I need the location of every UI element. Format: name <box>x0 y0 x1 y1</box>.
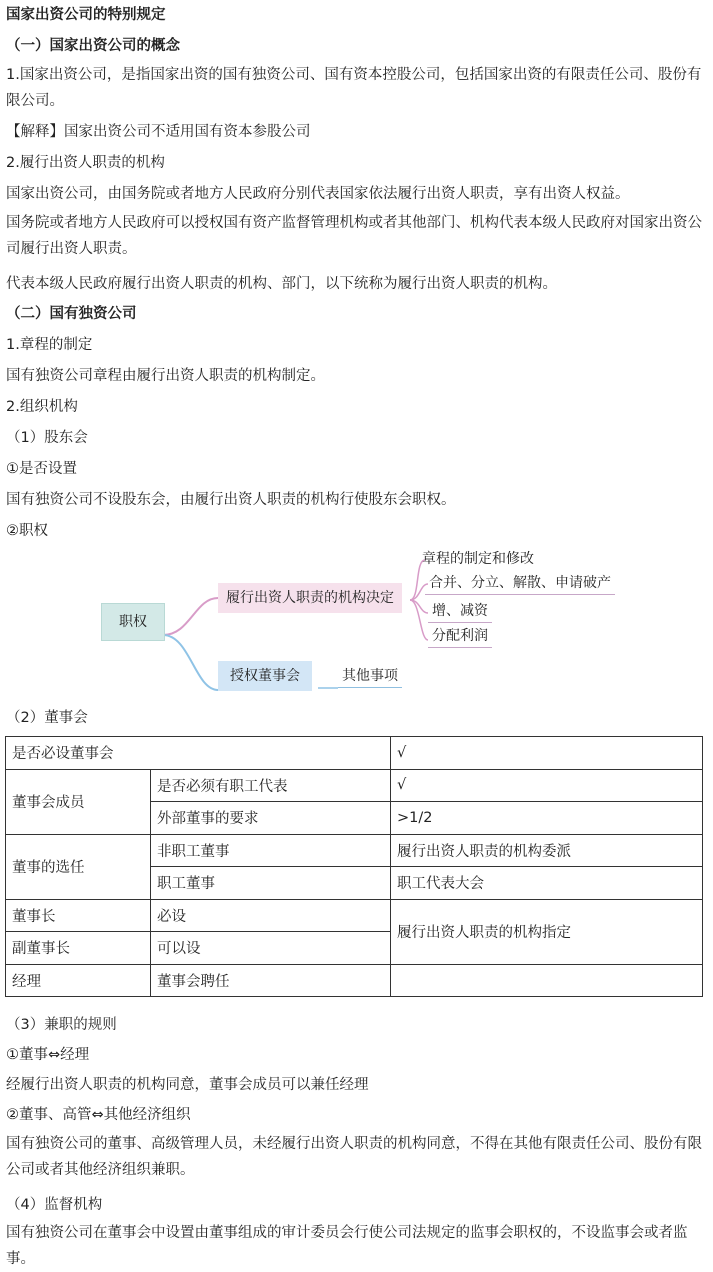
table-row <box>6 964 703 997</box>
table-cell: 非职工董事 <box>151 834 391 867</box>
paragraph: ②董事、高管⇔其他经济组织 <box>6 1107 191 1123</box>
mindmap-branch-board: 授权董事会 <box>218 661 312 691</box>
paragraph: （4）监督机构 <box>6 1197 103 1213</box>
paragraph: 代表本级人民政府履行出资人职责的机构、部门，以下统称为履行出资人职责的机构。 <box>6 276 557 292</box>
table-cell: 董事会聘任 <box>151 964 391 997</box>
table-cell: 必设 <box>151 899 391 932</box>
paragraph: 国有独资公司不设股东会，由履行出资人职责的机构行使股东会职权。 <box>6 492 456 508</box>
paragraph: 国家出资公司，由国务院或者地方人民政府分别代表国家依法履行出资人职责，享有出资人权益。 <box>6 186 630 202</box>
table-cell: √ <box>391 737 703 770</box>
table-cell: 履行出资人职责的机构委派 <box>391 834 703 867</box>
table-row <box>6 769 703 802</box>
table-cell: 是否必设董事会 <box>6 737 391 770</box>
table-cell: 董事会成员 <box>6 769 151 834</box>
paragraph: 国有独资公司的董事、高级管理人员，未经履行出资人职责的机构同意，不得在其他有限责任公司、股份有限公司或者其他经济组织兼职。 <box>6 1136 702 1178</box>
table-cell: √ <box>391 769 703 802</box>
table-cell: 外部董事的要求 <box>151 802 391 835</box>
mindmap-leaf: 分配利润 <box>428 625 492 648</box>
table-cell: 经理 <box>6 964 151 997</box>
table-cell: 副董事长 <box>6 932 151 965</box>
table-cell: 董事长 <box>6 899 151 932</box>
table-cell <box>391 964 703 997</box>
powers-mindmap <box>0 540 713 700</box>
table-cell: >1/2 <box>391 802 703 835</box>
paragraph: 1.国家出资公司，是指国家出资的国有独资公司、国有资本控股公司，包括国家出资的有限责任公司、股份有限公司。 <box>6 67 702 109</box>
table-cell: 是否必须有职工代表 <box>151 769 391 802</box>
paragraph: ②职权 <box>6 523 48 539</box>
table-cell: 董事的选任 <box>6 834 151 899</box>
paragraph: ①是否设置 <box>6 461 77 477</box>
table-cell: 职工董事 <box>151 867 391 900</box>
table-cell: 履行出资人职责的机构指定 <box>391 899 703 964</box>
paragraph: 国有独资公司章程由履行出资人职责的机构制定。 <box>6 368 325 384</box>
explanation-text: 国家出资公司不适用国有资本参股公司 <box>64 124 311 140</box>
explanation-tag: 【解释】 <box>6 124 64 140</box>
mindmap-leaf: 章程的制定和修改 <box>422 551 534 567</box>
mindmap-branch-decide: 履行出资人职责的机构决定 <box>218 583 402 613</box>
paragraph: ①董事⇔经理 <box>6 1047 90 1063</box>
mindmap-leaf: 其他事项 <box>338 665 402 688</box>
table-row <box>6 737 703 770</box>
paragraph: 2.履行出资人职责的机构 <box>6 155 165 171</box>
section-heading-sole-state: （二）国有独资公司 <box>6 306 137 322</box>
paragraph: 经履行出资人职责的机构同意，董事会成员可以兼任经理 <box>6 1077 369 1093</box>
paragraph: 1.章程的制定 <box>6 337 93 353</box>
table-cell: 职工代表大会 <box>391 867 703 900</box>
mindmap-root: 职权 <box>101 603 165 641</box>
table-row <box>6 899 703 932</box>
mindmap-leaf: 增、减资 <box>428 600 492 623</box>
table-row <box>6 834 703 867</box>
explanation-line <box>6 122 311 142</box>
table-cell: 可以设 <box>151 932 391 965</box>
paragraph: 国有独资公司在董事会中设置由董事组成的审计委员会行使公司法规定的监事会职权的，不设监事会或者监事。 <box>6 1225 688 1267</box>
board-heading: （2）董事会 <box>6 710 88 726</box>
board-table <box>5 736 703 997</box>
section-heading-concept: （一）国家出资公司的概念 <box>6 38 180 54</box>
page-title: 国家出资公司的特别规定 <box>6 7 166 23</box>
paragraph: （3）兼职的规则 <box>6 1017 117 1033</box>
paragraph: （1）股东会 <box>6 430 88 446</box>
paragraph: 2.组织机构 <box>6 399 78 415</box>
mindmap-leaf: 合并、分立、解散、申请破产 <box>425 572 615 595</box>
paragraph: 国务院或者地方人民政府可以授权国有资产监督管理机构或者其他部门、机构代表本级人民政府对国家出资公司履行出资人职责。 <box>6 215 702 257</box>
